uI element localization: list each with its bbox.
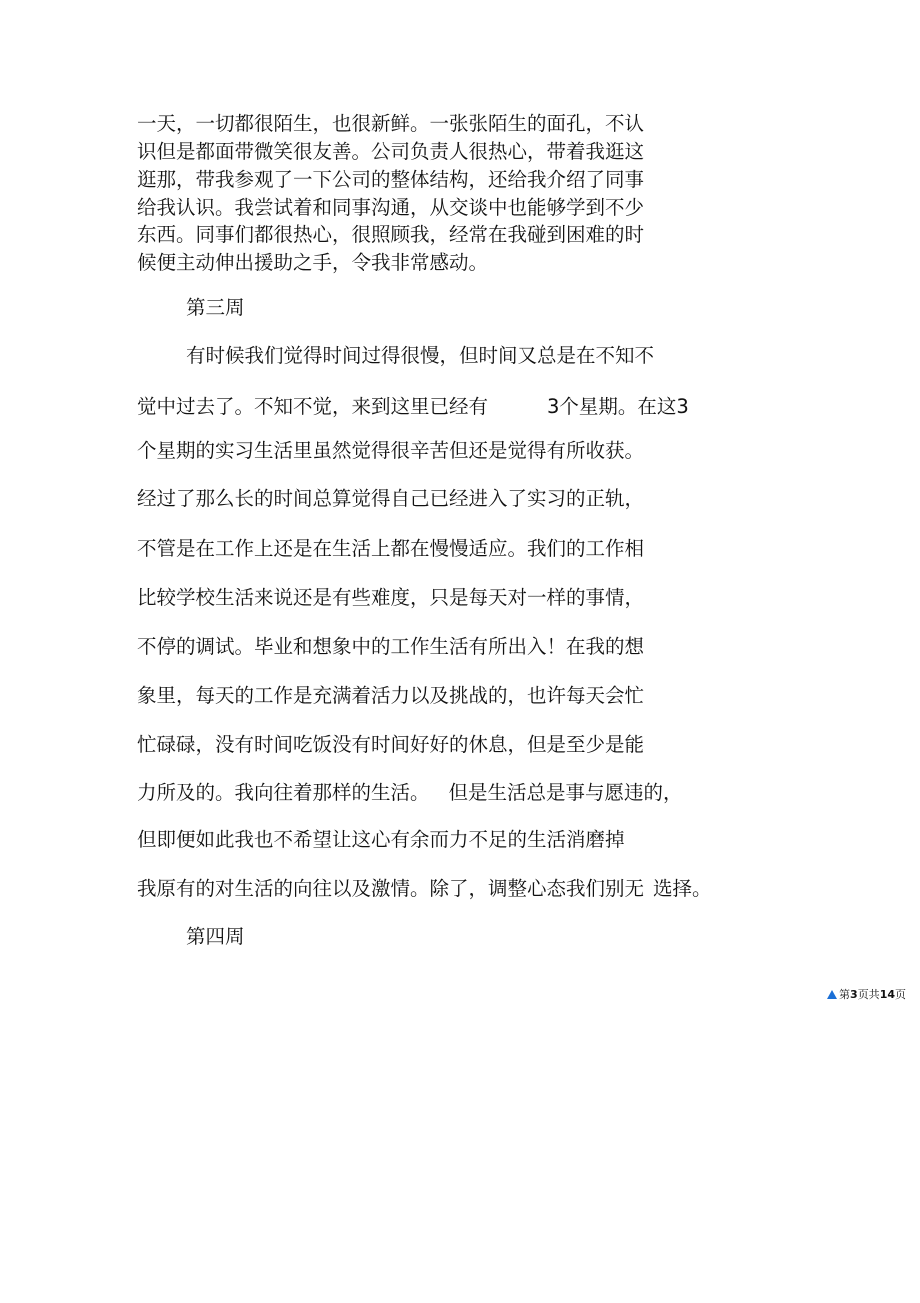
up-triangle-icon — [827, 990, 837, 999]
text-line: 不停的调试。毕业和想象中的工作生活有所出入！在我的想 — [137, 635, 645, 658]
text-segment: 力所及的。我向往着那样的生活。 — [137, 781, 430, 804]
page-total: 14 — [879, 988, 895, 1001]
section-heading-week3: 第三周 — [186, 296, 245, 319]
page-middle: 页共 — [857, 988, 880, 1001]
text-line: 候便主动伸出援助之手，令我非常感动。 — [137, 251, 489, 274]
text-line: 逛那，带我参观了一下公司的整体结构，还给我介绍了同事 — [137, 168, 645, 191]
text-line: 比较学校生活来说还是有些难度，只是每天对一样的事情， — [137, 586, 645, 609]
text-line: 一天，一切都很陌生，也很新鲜。一张张陌生的面孔，不认 — [137, 112, 645, 135]
text-line: 象里，每天的工作是充满着活力以及挑战的，也许每天会忙 — [137, 684, 645, 707]
text-line — [137, 877, 712, 901]
text-segment: 选择。 — [653, 877, 712, 900]
text-line: 识但是都面带微笑很友善。公司负责人很热心，带着我逛这 — [137, 140, 645, 163]
section-heading-week4: 第四周 — [186, 925, 245, 948]
text-segment: 3个星期。在这3 — [547, 395, 689, 418]
text-line: 经过了那么长的时间总算觉得自己已经进入了实习的正轨， — [137, 487, 645, 510]
page-indicator — [827, 988, 906, 1002]
text-line — [137, 395, 689, 419]
text-line: 有时候我们觉得时间过得很慢，但时间又总是在不知不 — [186, 344, 655, 367]
text-line: 不管是在工作上还是在生活上都在慢慢适应。我们的工作相 — [137, 537, 645, 560]
text-line: 但即便如此我也不希望让这心有余而力不足的生活消磨掉 — [137, 828, 625, 851]
text-segment: 我原有的对生活的向往以及激情。除了，调整心态我们别无 — [137, 877, 645, 900]
text-line: 给我认识。我尝试着和同事沟通，从交谈中也能够学到不少 — [137, 196, 645, 219]
page-prefix: 第 — [839, 988, 851, 1001]
text-line: 忙碌碌，没有时间吃饭没有时间好好的休息，但是至少是能 — [137, 733, 645, 756]
text-line: 东西。同事们都很热心，很照顾我，经常在我碰到困难的时 — [137, 223, 645, 246]
text-segment: 觉中过去了。不知不觉，来到这里已经有 — [137, 395, 489, 418]
page-current: 3 — [850, 988, 858, 1001]
text-line — [137, 781, 683, 805]
page-suffix: 页 — [895, 988, 906, 1001]
text-segment: 但是生活总是事与愿违的， — [448, 781, 683, 804]
text-line: 个星期的实习生活里虽然觉得很辛苦但还是觉得有所收获。 — [137, 439, 645, 462]
